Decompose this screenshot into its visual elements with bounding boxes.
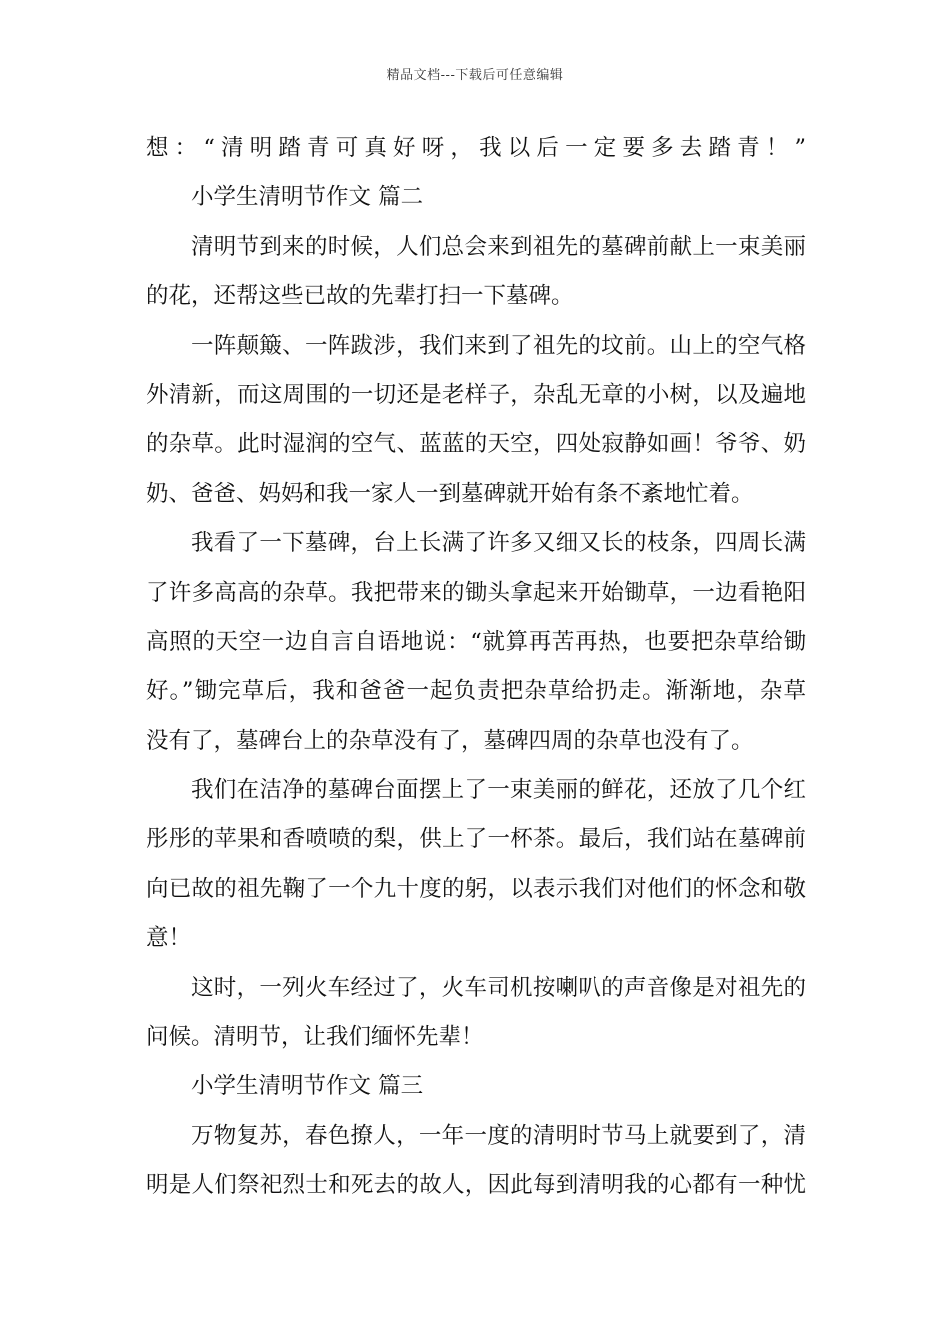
- text-line: 这时，一列火车经过了，火车司机按喇叭的声音像是对祖先的: [191, 974, 806, 1001]
- text-line: 高照的天空一边自言自语地说：“就算再苦再热，也要把杂草给锄: [146, 628, 806, 655]
- section-heading: 小学生清明节作文 篇二: [191, 184, 424, 211]
- text-line: 了许多高高的杂草。我把带来的锄头拿起来开始锄草，一边看艳阳: [146, 579, 806, 606]
- text-line: 没有了，墓碑台上的杂草没有了，墓碑四周的杂草也没有了。: [146, 727, 754, 754]
- section-heading: 小学生清明节作文 篇三: [191, 1073, 424, 1100]
- text-line: 问候。清明节，让我们缅怀先辈！: [146, 1024, 484, 1051]
- text-line: 万物复苏，春色撩人，一年一度的清明时节马上就要到了，清: [191, 1122, 806, 1149]
- text-line: 向已故的祖先鞠了一个九十度的躬，以表示我们对他们的怀念和敬: [146, 875, 806, 902]
- text-line: 想：“清明踏青可真好呀，我以后一定要多去踏青！”: [146, 135, 806, 161]
- text-line: 的杂草。此时湿润的空气、蓝蓝的天空，四处寂静如画！爷爷、奶: [146, 431, 806, 458]
- page-header: 精品文档---下载后可任意编辑: [386, 68, 564, 83]
- text-line: 的花，还帮这些已故的先辈打扫一下墓碑。: [146, 283, 574, 310]
- text-line: 外清新，而这周围的一切还是老样子，杂乱无章的小树，以及遍地: [146, 381, 806, 408]
- text-line: 好。”锄完草后，我和爸爸一起负责把杂草给扔走。渐渐地，杂草: [146, 678, 806, 705]
- text-line: 彤彤的苹果和香喷喷的梨，供上了一杯茶。最后，我们站在墓碑前: [146, 826, 806, 853]
- text-line: 我看了一下墓碑，台上长满了许多又细又长的枝条，四周长满: [191, 530, 806, 557]
- text-line: 意！: [146, 925, 192, 952]
- text-line: 奶、爸爸、妈妈和我一家人一到墓碑就开始有条不紊地忙着。: [146, 480, 754, 507]
- text-line: 明是人们祭祀烈士和死去的故人，因此每到清明我的心都有一种忧: [146, 1172, 806, 1199]
- document-body: [146, 124, 806, 1211]
- text-line: 一阵颠簸、一阵跋涉，我们来到了祖先的坟前。山上的空气格: [191, 332, 806, 359]
- text-line: 我们在洁净的墓碑台面摆上了一束美丽的鲜花，还放了几个红: [191, 777, 806, 804]
- text-line: 清明节到来的时候，人们总会来到祖先的墓碑前献上一束美丽: [191, 233, 806, 260]
